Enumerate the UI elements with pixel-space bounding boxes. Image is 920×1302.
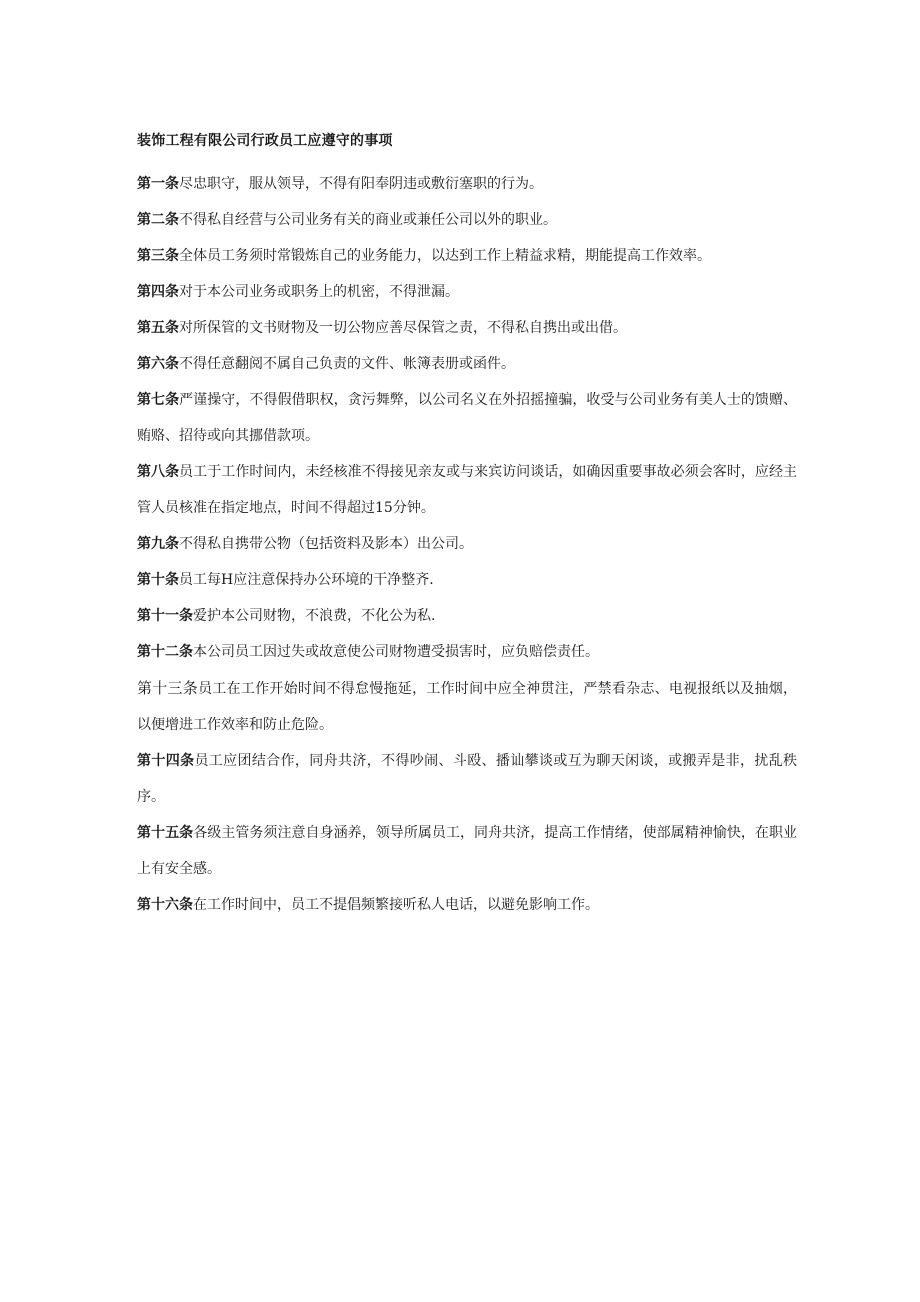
article-7 <box>137 382 797 454</box>
article-number: 第二条 <box>137 212 179 228</box>
article-number: 第五条 <box>137 320 179 336</box>
article-text: 全体员工务须时常锻炼自己的业务能力，以达到工作上精益求精，期能提高工作效率。 <box>179 248 711 264</box>
article-text: 员工应团结合作，同舟共济，不得吵闹、斗殴、播讪攀谈或互为聊天闲谈，或搬弄是非，扰乱秩序。 <box>137 753 798 805</box>
article-text: 在工作时间中，员工不提倡频繁接听私人电话，以避免影响工作。 <box>193 897 599 913</box>
article-number: 第七条 <box>137 392 180 408</box>
article-text: 不得私自经营与公司业务有关的商业或兼任公司以外的职业。 <box>179 212 557 228</box>
article-text: 各级主管务须注意自身涵养，领导所属员工，同舟共济，提高工作情绪，使部属精神愉快，在职业上有安全感。 <box>137 825 798 877</box>
article-text: 尽忠职守，服从领导，不得有阳奉阴违或敷衍塞职的行为。 <box>179 176 543 192</box>
article-number: 第九条 <box>137 536 179 552</box>
article-2 <box>137 202 797 238</box>
article-number: 第三条 <box>137 248 179 264</box>
article-16 <box>137 887 797 923</box>
article-14 <box>137 743 797 815</box>
article-text: 不得私自携带公物（包括资料及影本）出公司。 <box>179 536 473 552</box>
article-13 <box>137 670 797 743</box>
article-text: 对于本公司业务或职务上的机密，不得泄漏。 <box>179 284 459 300</box>
article-number: 第十条 <box>137 572 179 588</box>
article-12 <box>137 634 797 670</box>
article-15 <box>137 815 797 887</box>
document-title: 装饰工程有限公司行政员工应遵守的事项 <box>137 133 393 149</box>
article-3 <box>137 238 797 274</box>
article-4 <box>137 274 797 310</box>
article-number: 第十六条 <box>137 897 193 913</box>
article-text: 不得任意翻阅不属自己负责的文件、帐簿表册或函件。 <box>179 356 515 372</box>
article-text: 本公司员工因过失或故意使公司财物遭受损害时，应负赔偿责任。 <box>193 644 599 660</box>
document-page <box>137 130 797 923</box>
article-text: 员工于工作时间内，未经核准不得接见亲友或与来宾访问谈话，如确因重要事故必须会客时，应经主管人员核准在指定地点，时间不得超过15分钟。 <box>137 464 798 516</box>
article-number: 第四条 <box>137 284 179 300</box>
article-number: 第六条 <box>137 356 179 372</box>
article-number: 第十五条 <box>137 825 194 841</box>
article-1 <box>137 166 797 202</box>
article-11 <box>137 598 797 634</box>
article-text: 对所保管的文书财物及一切公物应善尽保管之责，不得私自携出或出借。 <box>179 320 627 336</box>
article-number: 第十三条 <box>137 679 199 697</box>
article-9 <box>137 526 797 562</box>
article-number: 第十二条 <box>137 644 193 660</box>
article-number: 第八条 <box>137 464 180 480</box>
article-10 <box>137 562 797 598</box>
article-text: 员工在工作开始时间不得怠慢拖延，工作时间中应全神贯注，严禁看杂志、电视报纸以及抽烟，以便增进工作效率和防止危险。 <box>137 681 797 733</box>
article-text: 员工每H应注意保持办公环境的干净整齐. <box>179 572 434 588</box>
article-number: 第十一条 <box>137 608 193 624</box>
article-5 <box>137 310 797 346</box>
article-number: 第十四条 <box>137 753 195 769</box>
article-text: 爱护本公司财物，不浪费，不化公为私. <box>193 608 436 624</box>
article-6 <box>137 346 797 382</box>
article-8 <box>137 454 797 526</box>
article-number: 第一条 <box>137 176 179 192</box>
article-text: 严谨操守，不得假借职权，贪污舞弊，以公司名义在外招摇撞骗，收受与公司业务有美人士的馈赠、贿赂、招待或向其挪借款项。 <box>137 392 798 444</box>
